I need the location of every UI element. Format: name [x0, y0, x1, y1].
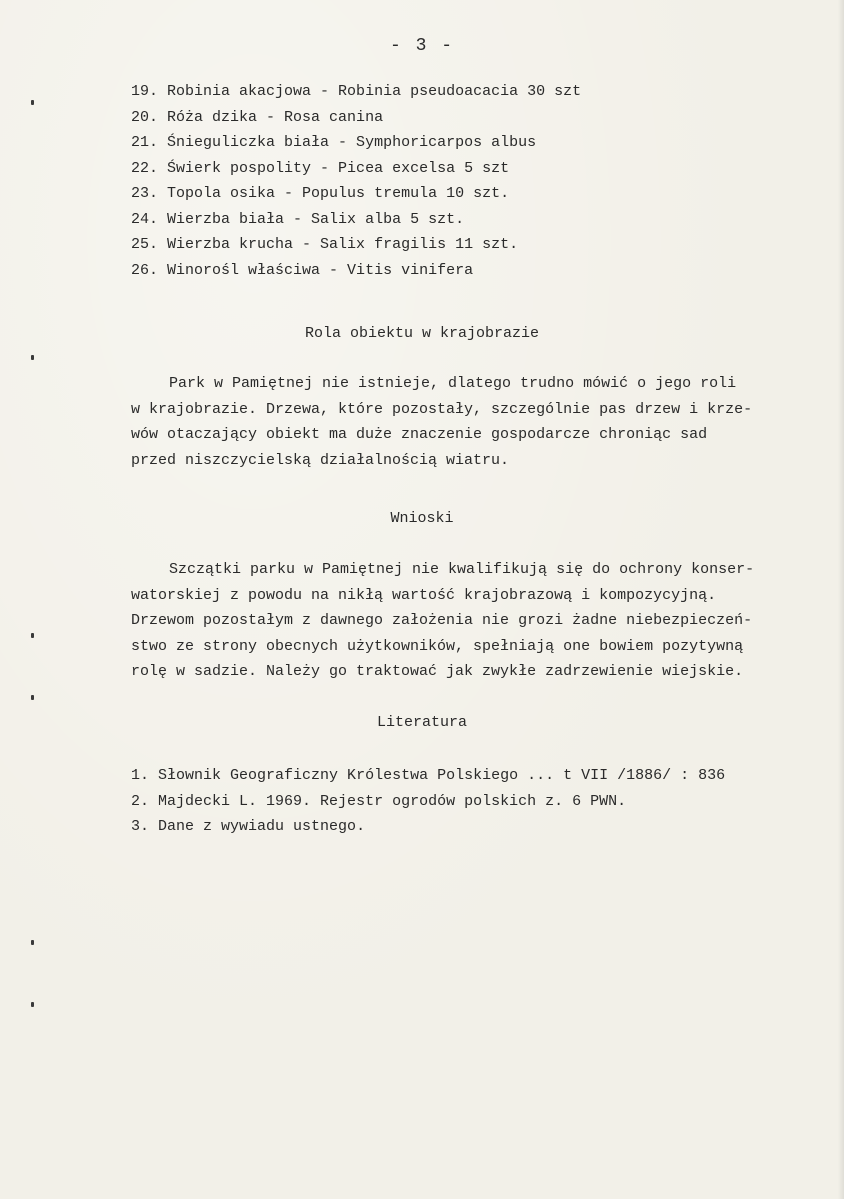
paragraph-line: Szczątki parku w Pamiętnej nie kwalifikują się do ochrony konser- [169, 561, 755, 578]
section-heading-conclusions: Wnioski [390, 510, 454, 527]
list-item: 22. Świerk pospolity - Picea excelsa 5 szt [131, 159, 510, 177]
paragraph-line: Park w Pamiętnej nie istnieje, dlatego trudno mówić o jego roli [169, 375, 737, 392]
list-item: 21. Śnieguliczka biała - Symphoricarpos albus [131, 134, 537, 151]
list-item: 25. Wierzba krucha - Salix fragilis 11 szt. [131, 236, 519, 253]
punch-mark [31, 940, 34, 945]
paragraph-line: rolę w sadzie. Należy go traktować jak zwykłe zadrzewienie wiejskie. [131, 663, 744, 680]
paragraph-line: wów otaczający obiekt ma duże znaczenie gospodarcze chroniąc sad [131, 426, 708, 443]
list-item: 3. Dane z wywiadu ustnego. [131, 818, 366, 835]
paragraph-line: watorskiej z powodu na nikłą wartość krajobrazową i kompozycyjną. [131, 586, 717, 604]
species-list [131, 79, 581, 283]
punch-mark [31, 633, 34, 638]
literature-list [131, 763, 725, 840]
punch-mark [31, 695, 34, 700]
list-item: 26. Winorośl właściwa - Vitis vinifera [131, 261, 474, 279]
section-heading-role: Rola obiektu w krajobrazie [304, 325, 540, 342]
list-item: 2. Majdecki L. 1969. Rejestr ogrodów polskich z. 6 PWN. [131, 792, 627, 810]
punch-mark [31, 100, 34, 105]
section-heading-literature: Literatura [376, 714, 467, 731]
list-item: 23. Topola osika - Populus tremula 10 szt. [131, 185, 510, 202]
paragraph-line: Drzewom pozostałym z dawnego założenia nie grozi żadne niebezpieczeń- [131, 612, 753, 629]
list-item: 24. Wierzba biała - Salix alba 5 szt. [131, 210, 465, 228]
list-item: 20. Róża dzika - Rosa canina [131, 108, 384, 126]
page-edge-shadow [838, 0, 844, 1199]
paragraph-line: stwo ze strony obecnych użytkowników, spełniają one bowiem pozytywną [131, 637, 744, 655]
list-item: 19. Robinia akacjowa - Robinia pseudoacacia 30 szt [131, 83, 582, 100]
paragraph-line: przed niszczycielską działalnością wiatru. [131, 451, 510, 469]
page-number: - 3 - [389, 36, 454, 56]
punch-mark [31, 355, 34, 360]
list-item: 1. Słownik Geograficzny Królestwa Polskiego ... t VII /1886/ : 836 [131, 767, 726, 784]
paragraph-line: w krajobrazie. Drzewa, które pozostały, szczególnie pas drzew i krze- [131, 400, 753, 418]
role-paragraph [131, 371, 752, 473]
punch-mark [31, 1002, 34, 1007]
conclusions-paragraph [131, 557, 754, 685]
